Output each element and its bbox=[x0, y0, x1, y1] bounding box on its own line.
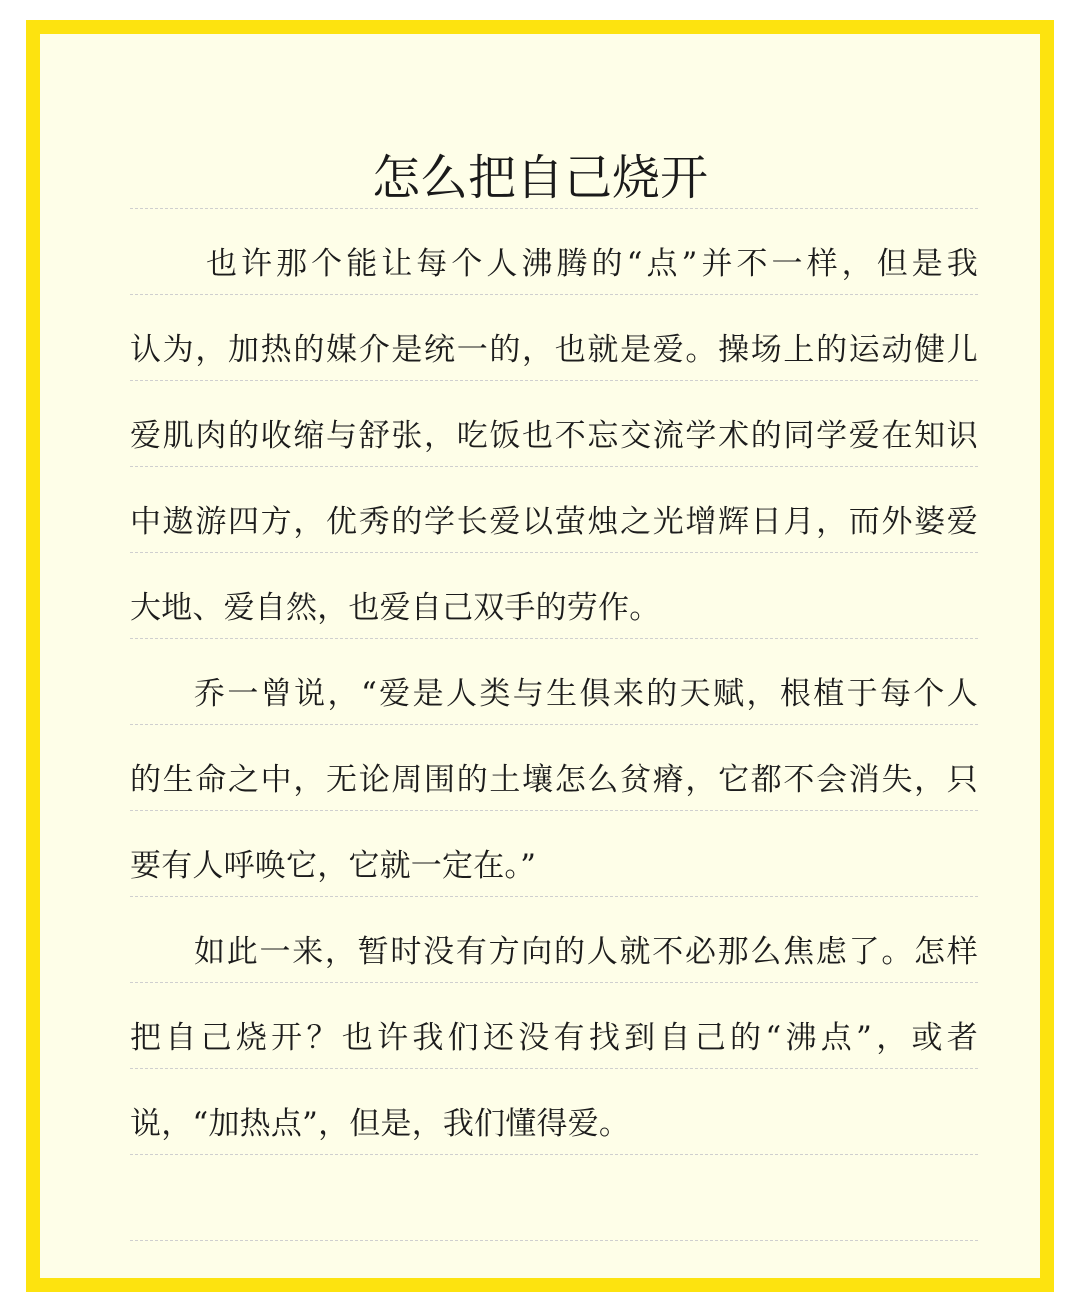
ruled-line bbox=[130, 380, 978, 381]
paragraph-1-line-4: 中遨游四方，优秀的学长爱以萤烛之光增辉日月，而外婆爱 bbox=[130, 504, 978, 540]
ruled-line bbox=[130, 810, 978, 811]
ruled-line bbox=[130, 1154, 978, 1155]
ruled-line bbox=[130, 208, 978, 209]
paragraph-3-line-2: 把自己烧开？也许我们还没有找到自己的“沸点”，或者 bbox=[130, 1020, 978, 1056]
paragraph-1-line-2: 认为，加热的媒介是统一的，也就是爱。操场上的运动健儿 bbox=[130, 332, 978, 368]
paragraph-1-line-5: 大地、爱自然，也爱自己双手的劳作。 bbox=[130, 590, 661, 626]
ruled-line bbox=[130, 294, 978, 295]
ruled-line bbox=[130, 1068, 978, 1069]
ruled-line bbox=[130, 982, 978, 983]
paragraph-1-line-1: 也许那个能让每个人沸腾的“点”并不一样，但是我 bbox=[206, 246, 978, 282]
paragraph-2-line-3: 要有人呼唤它，它就一定在。” bbox=[130, 848, 537, 884]
paragraph-3-line-3: 说，“加热点”，但是，我们懂得爱。 bbox=[130, 1106, 631, 1142]
page-frame bbox=[26, 20, 1054, 1292]
page-title: 怎么把自己烧开 bbox=[371, 150, 708, 206]
ruled-line bbox=[130, 724, 978, 725]
ruled-line bbox=[130, 896, 978, 897]
ruled-line bbox=[130, 638, 978, 639]
paragraph-2-line-1: 乔一曾说，“爱是人类与生俱来的天赋，根植于每个人 bbox=[194, 676, 978, 712]
ruled-line bbox=[130, 1240, 978, 1241]
paragraph-3-line-1: 如此一来，暂时没有方向的人就不必那么焦虑了。怎样 bbox=[194, 934, 978, 970]
ruled-line bbox=[130, 466, 978, 467]
ruled-line bbox=[130, 552, 978, 553]
paragraph-2-line-2: 的生命之中，无论周围的土壤怎么贫瘠，它都不会消失，只 bbox=[130, 762, 978, 798]
paragraph-1-line-3: 爱肌肉的收缩与舒张，吃饭也不忘交流学术的同学爱在知识 bbox=[130, 418, 978, 454]
